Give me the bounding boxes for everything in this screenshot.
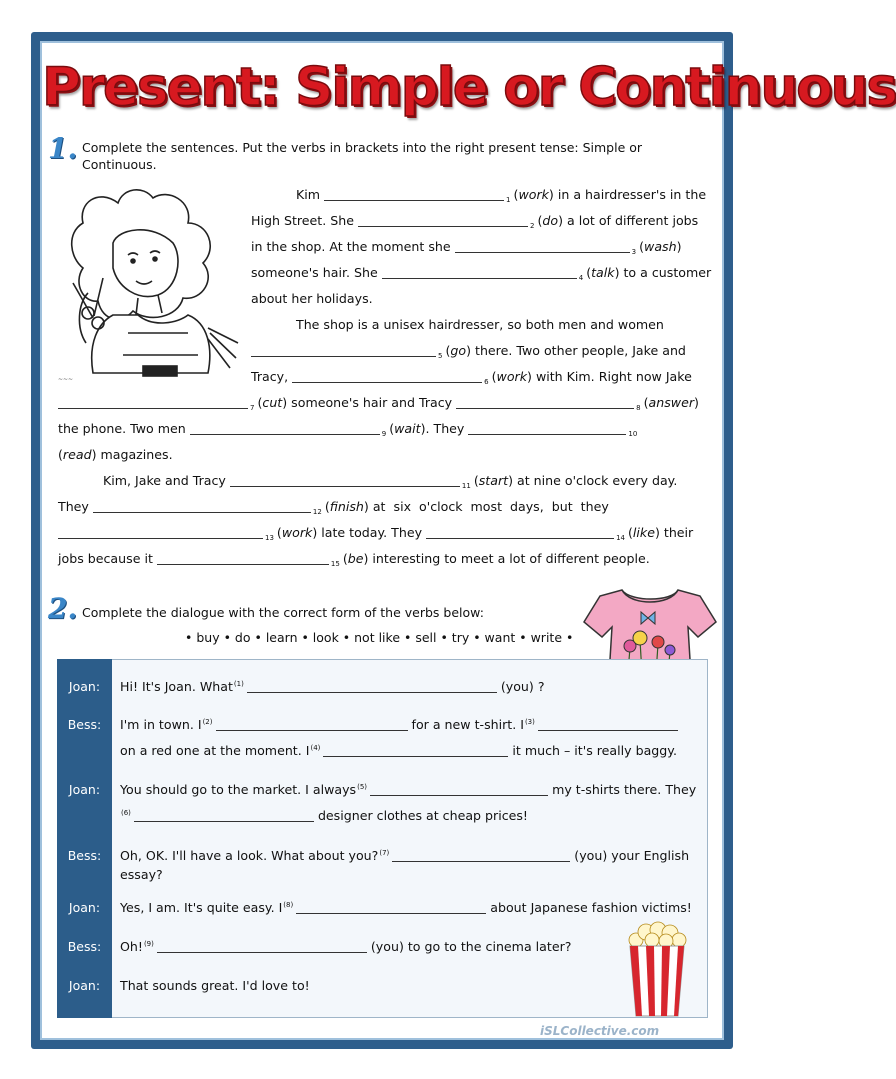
speaker-label: Joan: (68, 679, 101, 694)
answer-blank[interactable] (426, 525, 614, 539)
exercise-2-instruction: Complete the dialogue with the correct form of the verbs below: (82, 605, 484, 620)
dialogue-line: Oh!$^{(9)}$ (you) to go to the cinema later? (120, 939, 572, 954)
verb-list: • buy • do • learn • look • not like • sell • try • want • write • (185, 630, 574, 645)
dialogue-line: essay? (120, 867, 163, 882)
dialogue-line: Oh, OK. I'll have a look. What about you?$^{(7)}$ (you) your English (120, 848, 690, 863)
exercise-1-number: 1. (48, 132, 78, 165)
answer-blank[interactable] (216, 717, 408, 731)
answer-blank[interactable] (230, 473, 460, 487)
dialogue-line: on a red one at the moment. $I^{(4)}$ it much – it's really baggy. (120, 743, 677, 758)
text-line: The shop is a unisex hairdresser, so both men and women (296, 317, 664, 332)
svg-text:~~~: ~~~ (58, 376, 74, 383)
text-line: Kim, Jake and Tracy $_{11}$ (start) at nine o'clock every day. (103, 473, 678, 490)
dialogue-line: That sounds great. I'd love to! (120, 978, 310, 993)
dialogue-line: I'm in town. $I^{(2)}$ for a new t-shirt. $I^{(3)}$ (120, 717, 678, 732)
dialogue-line: You should go to the market. I always$^{(5)}$ my t-shirts there. They (120, 782, 697, 797)
exercise-1-text (58, 182, 712, 582)
text-line: in the shop. At the moment she $_3$ (wash) (251, 239, 682, 256)
text-line: the phone. Two men $_9$ (wait). They $_{10}$ (58, 421, 638, 438)
text-line: (read) magazines. (58, 447, 173, 462)
popcorn-illustration (624, 918, 690, 1018)
speaker-label: Joan: (68, 782, 101, 797)
dialogue-speaker-column (57, 659, 112, 1018)
answer-blank[interactable] (247, 679, 497, 693)
speaker-label: Bess: (67, 717, 102, 732)
text-line: jobs because it $_{15}$ (be) interesting to meet a lot of different people. (58, 551, 650, 568)
speaker-label: Bess: (67, 848, 102, 863)
speaker-label: Bess: (67, 939, 102, 954)
text-line: about her holidays. (251, 291, 373, 306)
answer-blank[interactable] (382, 265, 577, 279)
answer-blank[interactable] (296, 900, 486, 914)
answer-blank[interactable] (455, 239, 630, 253)
answer-blank[interactable] (392, 848, 570, 862)
dialogue-line: Yes, I am. It's quite easy. $I^{(8)}$ about Japanese fashion victims! (120, 900, 692, 915)
text-line: Tracy, $_6$ (work) with Kim. Right now Jake (251, 369, 692, 386)
text-line: They $_{12}$ (finish) at six o'clock most days, but they (58, 499, 609, 516)
answer-blank[interactable] (324, 187, 504, 201)
answer-blank[interactable] (538, 717, 678, 731)
speaker-label: Joan: (68, 978, 101, 993)
exercise-2-number: 2. (48, 592, 78, 625)
answer-blank[interactable] (456, 395, 634, 409)
answer-blank[interactable] (292, 369, 482, 383)
answer-blank[interactable] (251, 343, 436, 357)
answer-blank[interactable] (358, 213, 528, 227)
speaker-label: Joan: (68, 900, 101, 915)
answer-blank[interactable] (134, 808, 314, 822)
answer-blank[interactable] (58, 525, 263, 539)
text-line: $_7$ (cut) someone's hair and Tracy $_8$ (answer) (58, 390, 708, 416)
answer-blank[interactable] (323, 743, 508, 757)
exercise-1-instruction: Complete the sentences. Put the verbs in brackets into the right present tense: Simple or Continuous. (82, 140, 643, 172)
answer-blank[interactable] (157, 551, 329, 565)
text-line: $_5$ (go) there. Two other people, Jake and (251, 338, 708, 364)
text-line: High Street. She $_2$ (do) a lot of different jobs (251, 213, 699, 230)
answer-blank[interactable] (93, 499, 311, 513)
answer-blank[interactable] (190, 421, 380, 435)
dialogue-box (57, 659, 708, 1018)
footer-watermark: iSLCollective.com (540, 1024, 660, 1038)
dialogue-line: $^{(6)}$ designer clothes at cheap prices! (121, 808, 528, 823)
text-line: $_{13}$ (work) late today. They $_{14}$ (like) their (58, 520, 708, 546)
page-title: Present: Simple or Continuous (42, 57, 896, 118)
text-line: Kim $_1$ (work) in a hairdresser's in the (296, 187, 707, 204)
answer-blank[interactable] (370, 782, 548, 796)
dialogue-line: Hi! It's Joan. What$^{(1)}$ (you) ? (120, 679, 545, 694)
answer-blank[interactable] (157, 939, 367, 953)
answer-blank[interactable] (58, 395, 248, 409)
text-line: someone's hair. She $_4$ (talk) to a customer (251, 265, 712, 282)
answer-blank[interactable] (468, 421, 626, 435)
